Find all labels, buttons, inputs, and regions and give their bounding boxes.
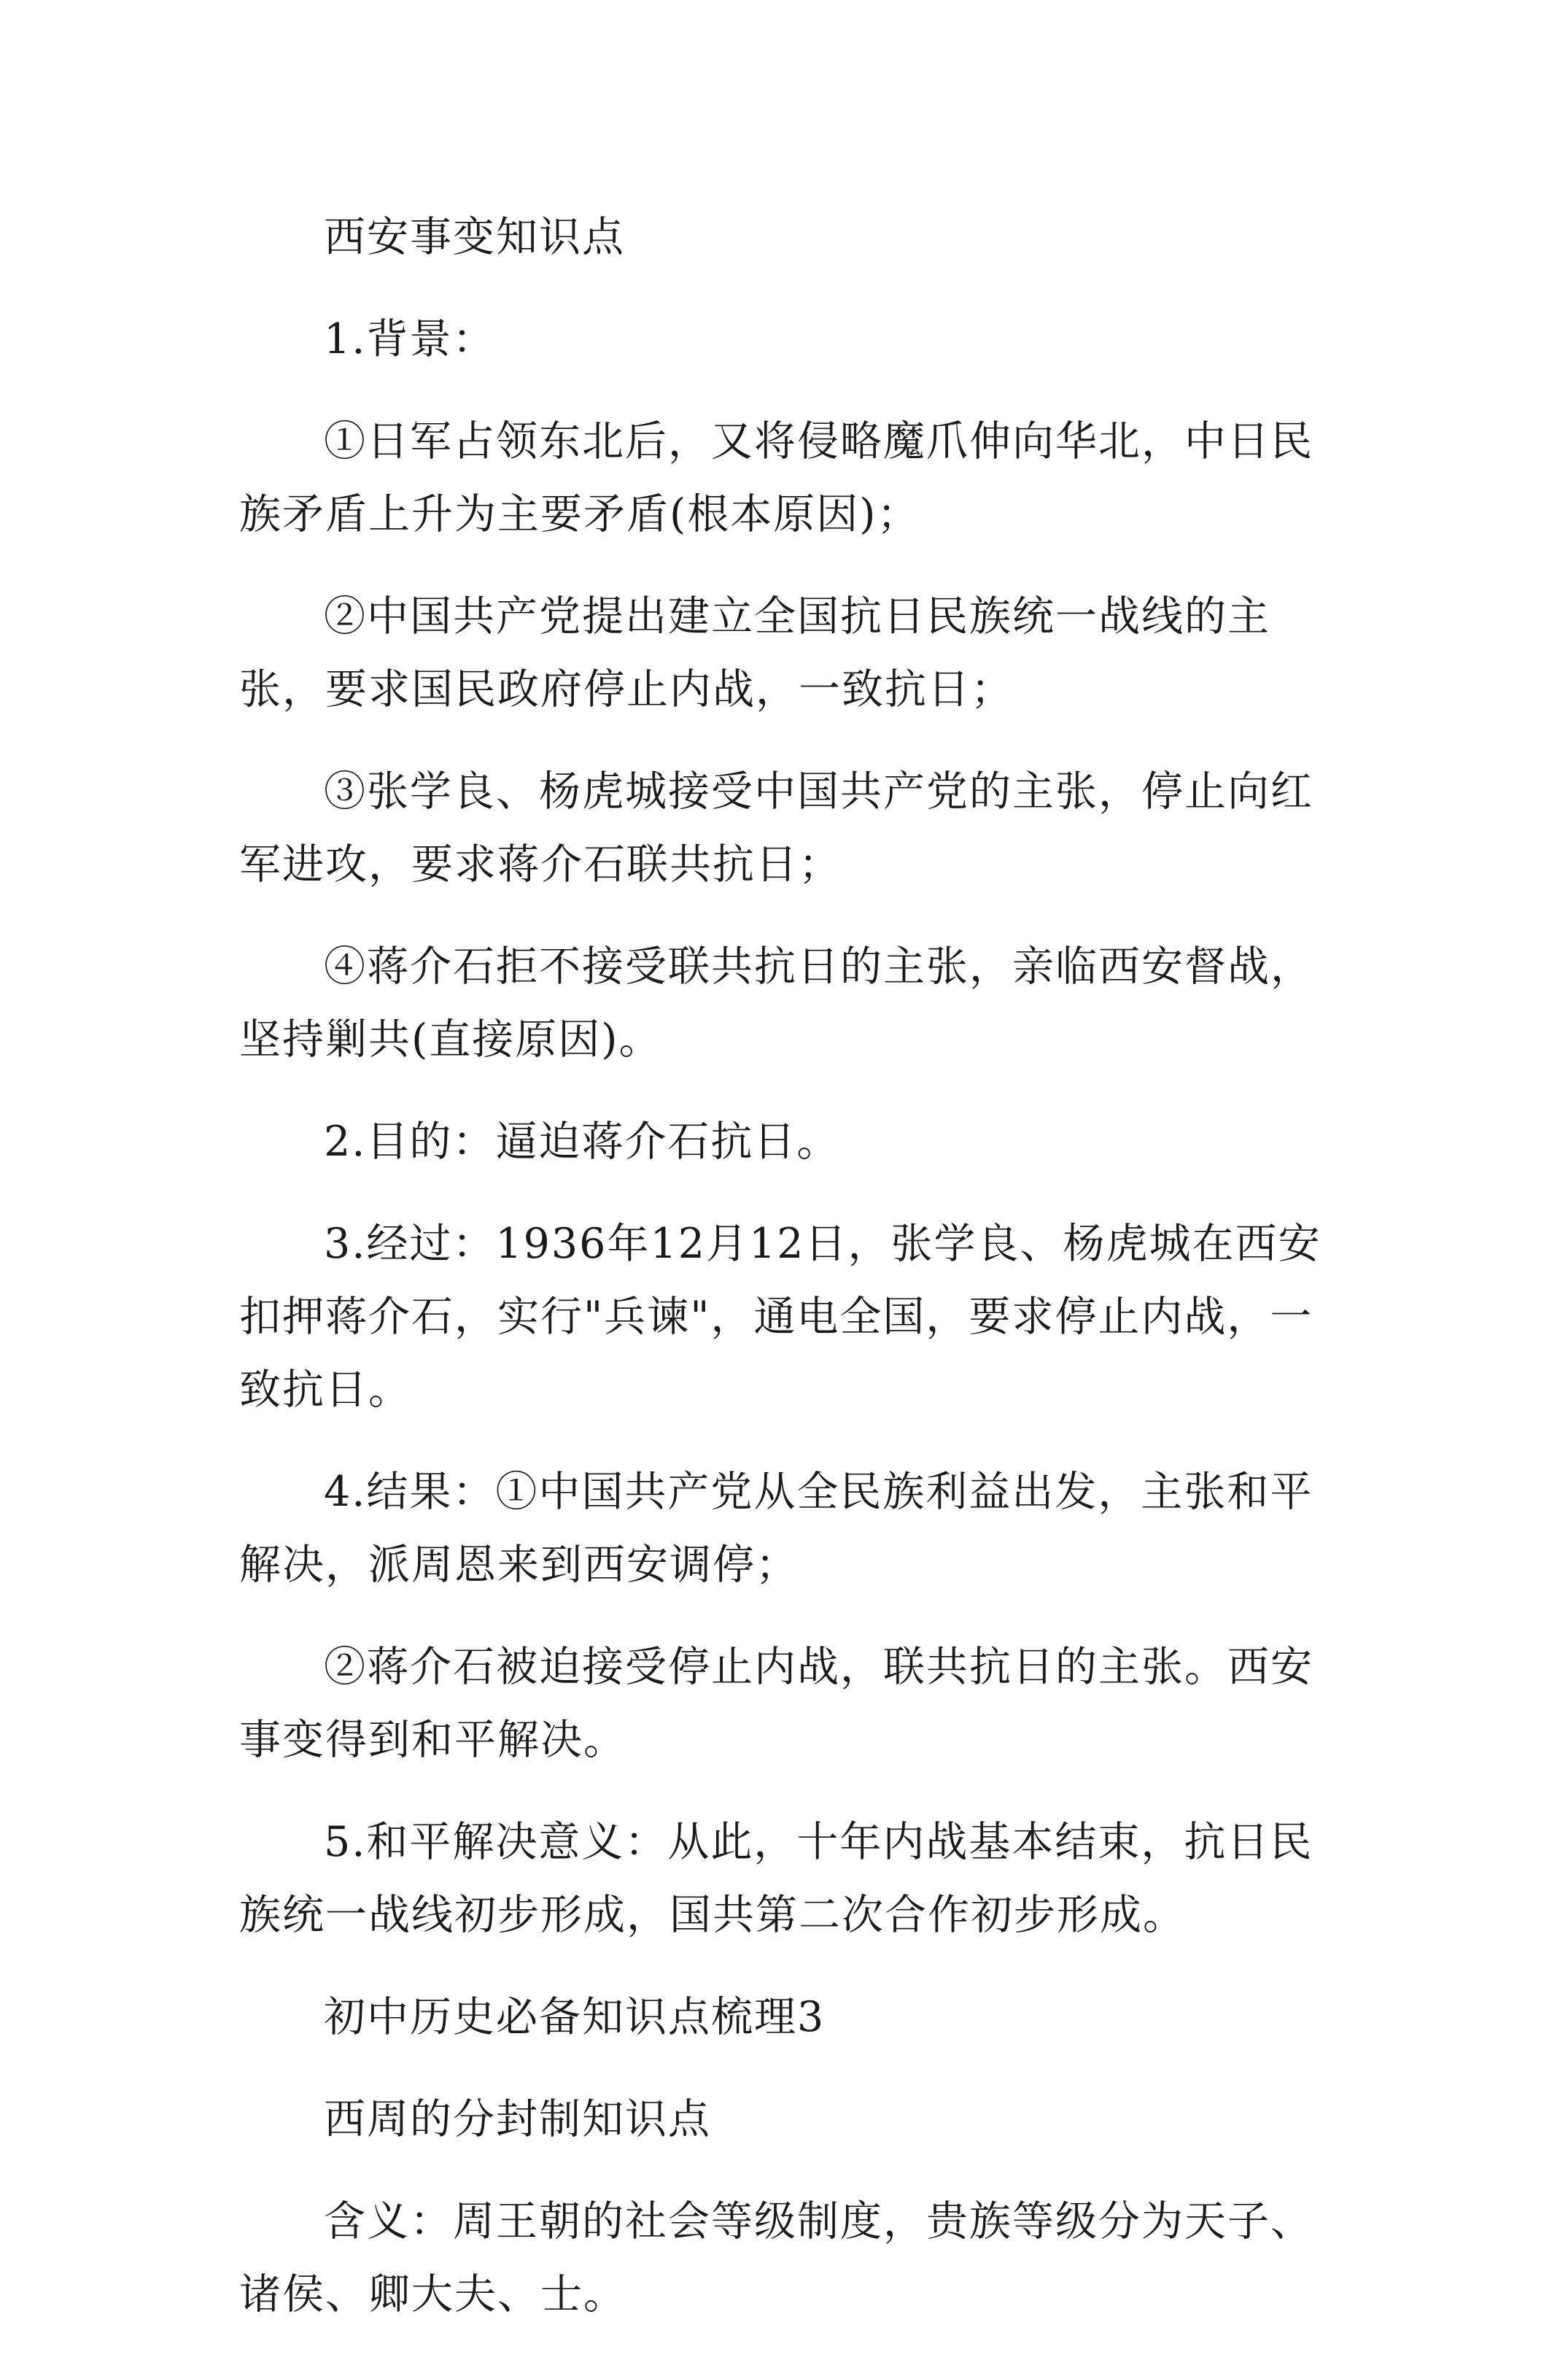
background-point-3: ③张学良、杨虎城接受中国共产党的主张，停止向红军进攻，要求蒋介石联共抗日； <box>239 767 1313 889</box>
significance-paragraph: 5.和平解决意义：从此，十年内战基本结束，抗日民族统一战线初步形成，国共第二次合作初步形成。 <box>239 1818 1313 1939</box>
background-point-2: ②中国共产党提出建立全国抗日民族统一战线的主张，要求国民政府停止内战，一致抗日； <box>239 592 1270 713</box>
purpose-paragraph: 2.目的：逼迫蒋介石抗日。 <box>324 1118 840 1166</box>
definition-paragraph: 含义：周王朝的社会等级制度，贵族等级分为天子、诸侯、卿大夫、士。 <box>239 2197 1313 2318</box>
background-point-1: ①日军占领东北后，又将侵略魔爪伸向华北，中日民族矛盾上升为主要矛盾(根本原因)； <box>239 417 1313 538</box>
section-title-xian-incident: 西安事变知识点 <box>324 213 625 261</box>
process-paragraph: 3.经过：1936年12月12日，张学良、杨虎城在西安扣押蒋介石，实行"兵谏"，通电全国，要求停止内战，一致抗日。 <box>239 1220 1321 1414</box>
section-title-feudal-system: 西周的分封制知识点 <box>324 2095 711 2143</box>
heading-background: 1.背景： <box>324 315 496 363</box>
result-point-2: ②蒋介石被迫接受停止内战，联共抗日的主张。西安事变得到和平解决。 <box>239 1643 1313 1764</box>
section-heading-review-3: 初中历史必备知识点梳理3 <box>324 1993 826 2041</box>
background-point-4: ④蒋介石拒不接受联共抗日的主张，亲临西安督战，坚持剿共(直接原因)。 <box>239 943 1313 1064</box>
document-body <box>239 201 1333 2360</box>
result-point-1: 4.结果：①中国共产党从全民族利益出发，主张和平解决，派周恩来到西安调停； <box>239 1468 1313 1589</box>
